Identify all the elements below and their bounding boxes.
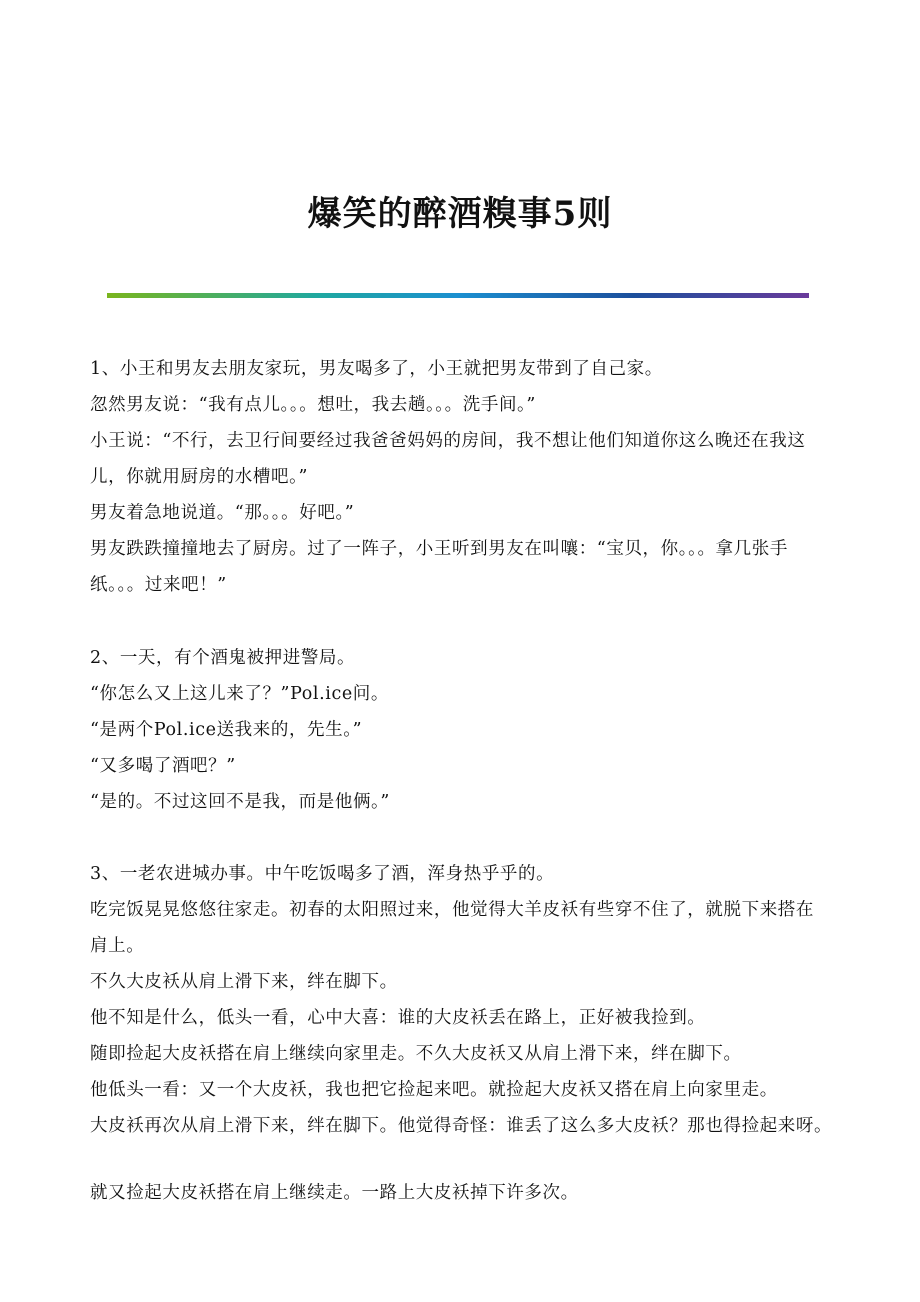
text-line: 随即捡起大皮袄搭在肩上继续向家里走。不久大皮袄又从肩上滑下来，绊在脚下。: [90, 1044, 742, 1064]
text-line: 忽然男友说：“我有点儿。。。想吐，我去趟。。。洗手间。”: [90, 395, 536, 415]
text-line: “是两个Pol.ice送我来的，先生。”: [90, 720, 363, 740]
text-line: 小王说：“不行，去卫行间要经过我爸爸妈妈的房间，我不想让他们知道你这么晚还在我这: [90, 431, 806, 451]
text-line: 1、小王和男友去朋友家玩，男友喝多了，小王就把男友带到了自己家。: [90, 359, 663, 379]
text-line: 纸。。。过来吧！”: [90, 575, 227, 595]
text-line: 2、一天，有个酒鬼被押进警局。: [90, 648, 356, 668]
text-line: “你怎么又上这儿来了？”Pol.ice问。: [90, 684, 390, 704]
text-line: 吃完饭晃晃悠悠往家走。初春的太阳照过来，他觉得大羊皮袄有些穿不住了，就脱下来搭在: [90, 900, 814, 920]
text-line: 儿，你就用厨房的水槽吧。”: [90, 467, 308, 487]
text-line: 他不知是什么，低头一看，心中大喜：谁的大皮袄丢在路上，正好被我捡到。: [90, 1008, 706, 1028]
text-line: 大皮袄再次从肩上滑下来，绊在脚下。他觉得奇怪：谁丢了这么多大皮袄？那也得捡起来呀。: [90, 1116, 833, 1136]
text-line: “是的。不过这回不是我，而是他俩。”: [90, 792, 390, 812]
text-line: 不久大皮袄从肩上滑下来，绊在脚下。: [90, 972, 398, 992]
text-line: 男友着急地说道。“那。。。好吧。”: [90, 503, 355, 523]
document-title: 爆笑的醉酒糗事5则: [307, 194, 613, 234]
gradient-divider: [107, 293, 809, 298]
text-line: 就又捡起大皮袄搭在肩上继续走。一路上大皮袄掉下许多次。: [90, 1183, 579, 1203]
text-line: 肩上。: [90, 936, 145, 956]
text-line: 3、一老农进城办事。中午吃饭喝多了酒，浑身热乎乎的。: [90, 864, 555, 884]
text-line: “又多喝了酒吧？”: [90, 756, 236, 776]
text-line: 男友跌跌撞撞地去了厨房。过了一阵子，小王听到男友在叫嚷：“宝贝，你。。。拿几张手: [90, 539, 788, 559]
text-line: 他低头一看：又一个大皮袄，我也把它捡起来吧。就捡起大皮袄又搭在肩上向家里走。: [90, 1080, 778, 1100]
